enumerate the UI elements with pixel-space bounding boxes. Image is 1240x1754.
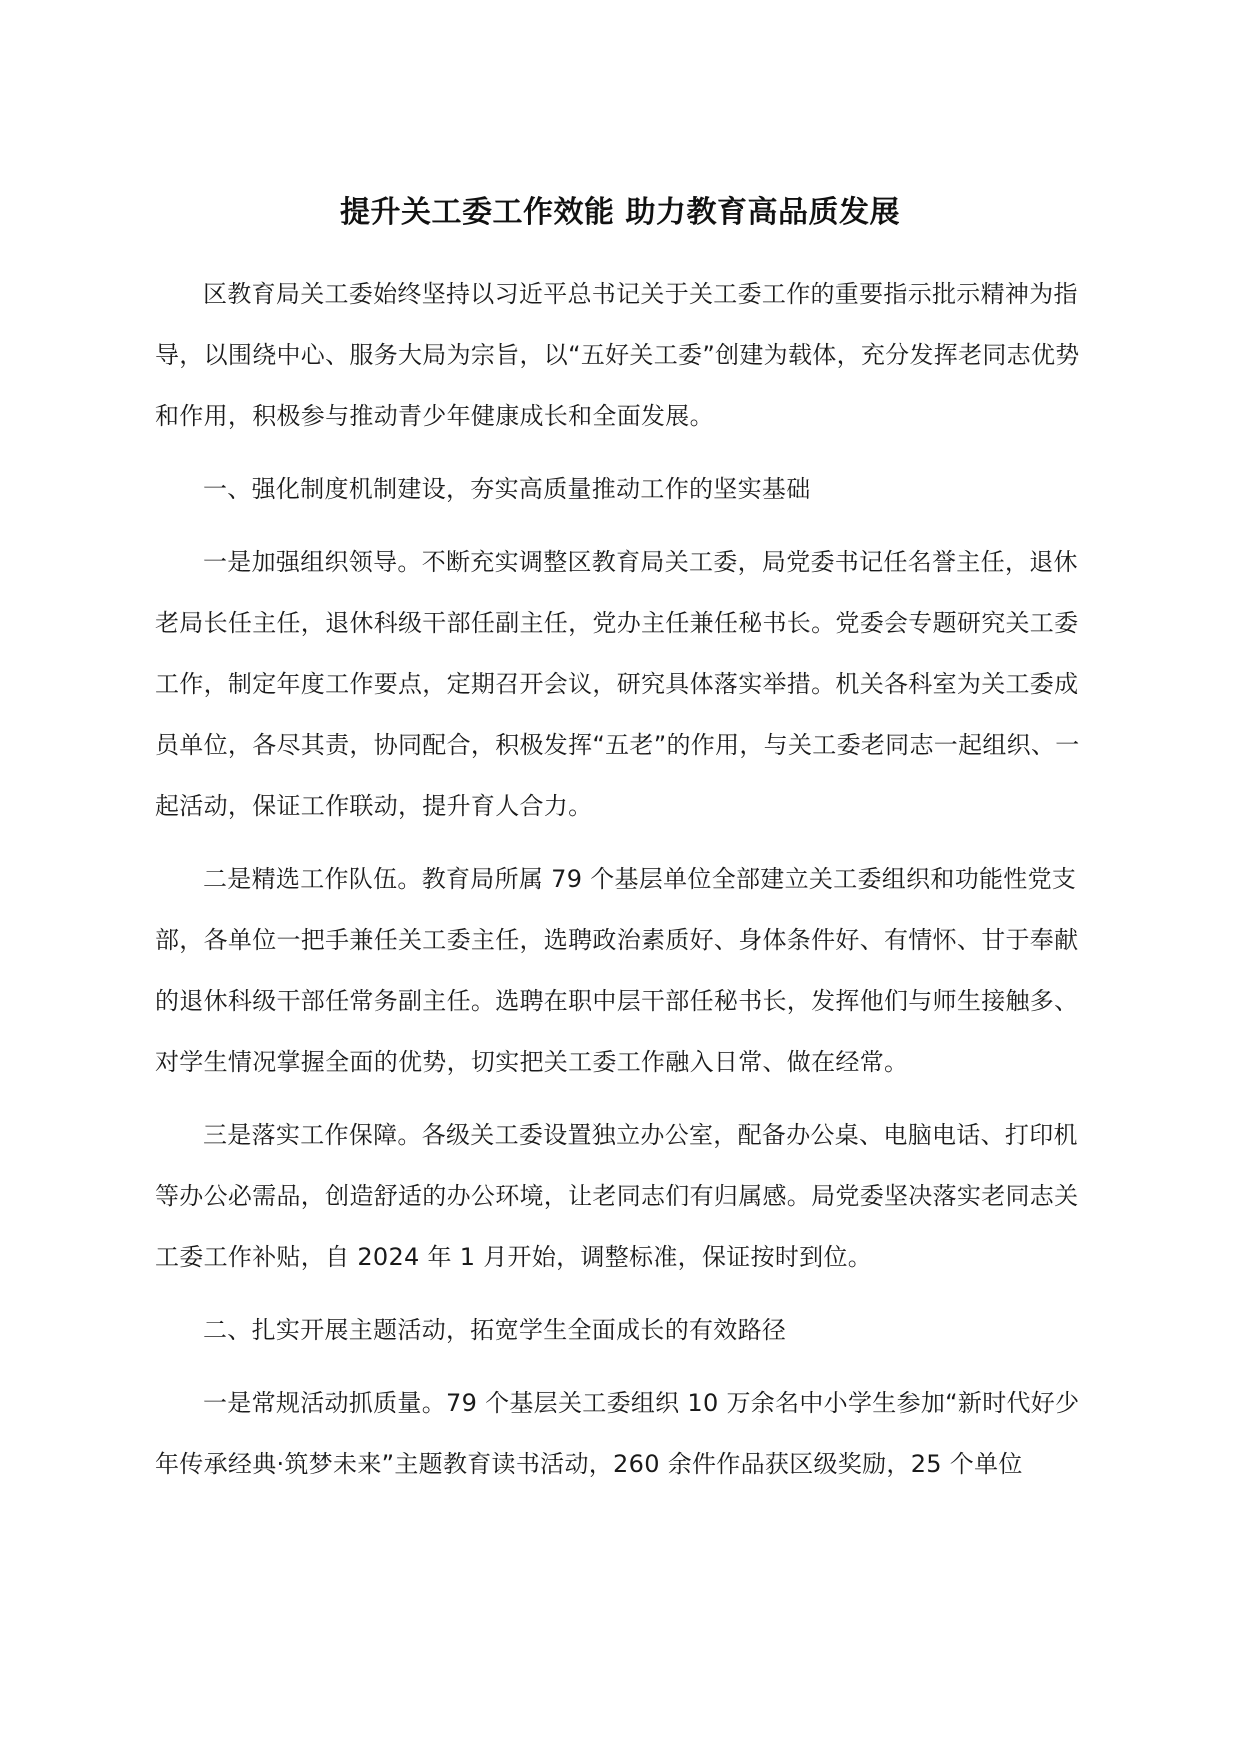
body-paragraph: 一是加强组织领导。不断充实调整区教育局关工委，局党委书记任名誉主任，退休老局长任主任，退休科级干部任副主任，党办主任兼任秘书长。党委会专题研究关工委工作，制定年度工作要点，定期召开会议，研究具体落实举措。机关各科室为关工委成员单位，各尽其责，协同配合，积极发挥“五老”的作用，与关工委老同志一起组织、一起活动，保证工作联动，提升育人合力。 (155, 548, 1080, 820)
body-paragraph: 一是常规活动抓质量。79 个基层关工委组织 10 万余名中小学生参加“新时代好少年传承经典·筑梦未来”主题教育读书活动，260 余件作品获区级奖励，25 个单位 (155, 1389, 1080, 1478)
document-title: 提升关工委工作效能 助力教育高品质发展 (340, 195, 900, 230)
document-body (155, 264, 1083, 1507)
intro-paragraph: 区教育局关工委始终坚持以习近平总书记关于关工委工作的重要指示批示精神为指导，以围绕中心、服务大局为宗旨，以“五好关工委”创建为载体，充分发挥老同志优势和作用，积极参与推动青少年健康成长和全面发展。 (155, 280, 1080, 430)
section-heading-2: 二、扎实开展主题活动，拓宽学生全面成长的有效路径 (203, 1316, 787, 1344)
body-paragraph: 二是精选工作队伍。教育局所属 79 个基层单位全部建立关工委组织和功能性党支部，各单位一把手兼任关工委主任，选聘政治素质好、身体条件好、有情怀、甘于奉献的退休科级干部任常务副主任。选聘在职中层干部任秘书长，发挥他们与师生接触多、对学生情况掌握全面的优势，切实把关工委工作融入日常、做在经常。 (155, 865, 1079, 1076)
body-paragraph: 三是落实工作保障。各级关工委设置独立办公室，配备办公桌、电脑电话、打印机等办公必需品，创造舒适的办公环境，让老同志们有归属感。局党委坚决落实老同志关工委工作补贴，自 2024 年 1 月开始，调整标准，保证按时到位。 (155, 1121, 1079, 1271)
section-heading-1: 一、强化制度机制建设，夯实高质量推动工作的坚实基础 (203, 475, 811, 503)
